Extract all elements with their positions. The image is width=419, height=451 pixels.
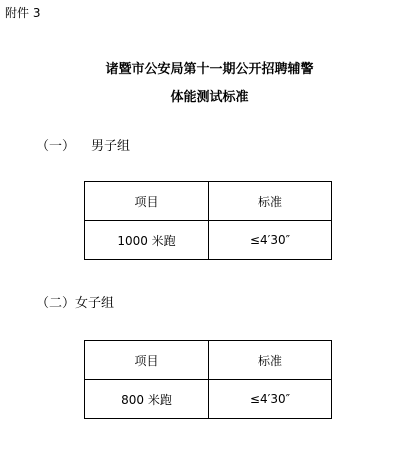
section-heading-men xyxy=(36,139,130,155)
table-row xyxy=(85,221,332,260)
header-cell-standard: 标准 xyxy=(209,182,332,221)
header-cell-item: 项目 xyxy=(85,341,209,380)
header-cell-standard: 标准 xyxy=(209,341,332,380)
section-group-women: 女子组 xyxy=(75,296,115,311)
document-title: 诸暨市公安局第十一期公开招聘辅警 xyxy=(105,62,314,77)
table-header-row xyxy=(85,182,332,221)
standards-table-men xyxy=(84,181,332,260)
table-header-row xyxy=(85,341,332,380)
section-group-men: 男子组 xyxy=(91,139,131,154)
section-index-men: （一） xyxy=(36,139,76,154)
cell-standard: ≤4′30″ xyxy=(209,221,332,260)
document-subtitle: 体能测试标准 xyxy=(170,90,249,105)
section-heading-women xyxy=(36,296,114,312)
cell-event: 1000 米跑 xyxy=(85,221,209,260)
header-cell-item: 项目 xyxy=(85,182,209,221)
cell-standard: ≤4′30″ xyxy=(209,380,332,419)
attachment-label: 附件 3 xyxy=(5,6,41,20)
table-row xyxy=(85,380,332,419)
cell-event: 800 米跑 xyxy=(85,380,209,419)
section-index-women: （二） xyxy=(36,296,76,311)
standards-table-women xyxy=(84,340,332,419)
